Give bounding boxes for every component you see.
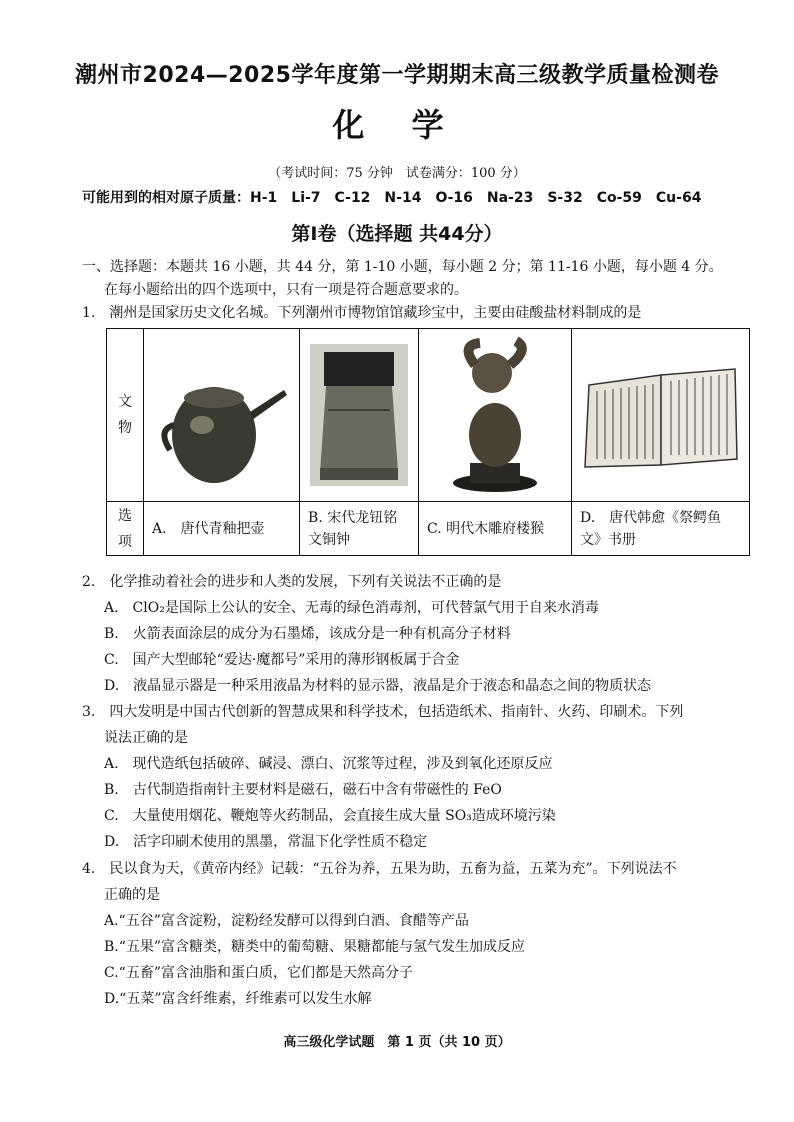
q2-stem: 2. 化学推动着社会的进步和人类的发展，下列有关说法不正确的是: [82, 574, 502, 590]
teapot-icon: [152, 340, 292, 490]
section-instruction-1: 一、选择题：本题共 16 小题，共 44 分，第 1-10 小题，每小题 2 分；第 11-16 小题，每小题 4 分。: [82, 259, 723, 275]
exam-info: （考试时间：75 分钟 试卷满分：100 分）: [268, 166, 526, 181]
section-title: 第Ⅰ卷（选择题 共44分）: [291, 223, 503, 245]
option-b-caption: B. 宋代龙钮铭 文铜钟: [300, 502, 419, 556]
exam-title: 潮州市2024—2025学年度第一学期期末高三级教学质量检测卷: [75, 63, 719, 88]
row-label-option: 选 项: [107, 502, 144, 556]
relic-image-c: [419, 329, 572, 502]
relic-image-a: [144, 329, 300, 502]
section-instruction-2: 在每小题给出的四个选项中，只有一项是符合题意要求的。: [104, 282, 468, 298]
option-d-caption: D. 唐代韩愈《祭鳄鱼 文》书册: [572, 502, 750, 556]
page-footer: 高三级化学试题 第 1 页（共 10 页）: [283, 1035, 511, 1050]
relic-image-b: [300, 329, 419, 502]
q4-stem-line-2: 正确的是: [104, 887, 160, 903]
option-c-caption: C. 明代木雕府楼猴: [419, 502, 572, 556]
q2-option-b: B. 火箭表面涂层的成分为石墨烯，该成分是一种有机高分子材料: [104, 626, 511, 642]
q4-option-b: B.“五果”富含糖类，糖类中的葡萄糖、果糖都能与氢气发生加成反应: [104, 939, 526, 955]
relic-image-d: [572, 329, 750, 502]
q3-stem-line-2: 说法正确的是: [104, 730, 188, 746]
q2-option-c: C. 国产大型邮轮“爱达·魔都号”采用的薄形钢板属于合金: [104, 652, 460, 668]
subject-title: 化 学: [332, 106, 462, 144]
q2-option-d: D. 液晶显示器是一种采用液晶为材料的显示器，液晶是介于液态和晶态之间的物质状态: [104, 678, 652, 694]
q3-option-a: A. 现代造纸包括破碎、碱浸、漂白、沉浆等过程，涉及到氧化还原反应: [104, 756, 553, 772]
q3-option-b: B. 古代制造指南针主要材料是磁石，磁石中含有带磁性的 FeO: [104, 782, 502, 798]
q3-stem-line-1: 3. 四大发明是中国古代创新的智慧成果和科学技术，包括造纸术、指南针、火药、印刷术。下列: [82, 704, 684, 720]
q4-stem-line-1: 4. 民以食为天，《黄帝内经》记载：“五谷为养，五果为助，五畜为益，五菜为充”。下列说法不: [82, 861, 677, 877]
q3-option-c: C. 大量使用烟花、鞭炮等火药制品，会直接生成大量 SO₃造成环境污染: [104, 808, 556, 824]
option-a-caption: A. 唐代青釉把壶: [144, 502, 300, 556]
book-icon: [581, 355, 741, 475]
row-label-relic: 文 物: [107, 329, 144, 502]
q4-option-c: C.“五畜”富含油脂和蛋白质，它们都是天然高分子: [104, 965, 413, 981]
q4-option-d: D.“五菜”富含纤维素，纤维素可以发生水解: [104, 991, 372, 1007]
atomic-masses: 可能用到的相对原子质量：H-1 Li-7 C-12 N-14 O-16 Na-23 S-32 Co-59 Cu-64: [82, 190, 702, 206]
q3-option-d: D. 活字印刷术使用的黑墨，常温下化学性质不稳定: [104, 834, 428, 850]
relics-table: [106, 328, 750, 556]
bronze-bell-icon: [306, 340, 412, 490]
wooden-monkey-icon: [440, 335, 550, 495]
q2-option-a: A. ClO₂是国际上公认的安全、无毒的绿色消毒剂，可代替氯气用于自来水消毒: [104, 600, 599, 616]
q1-stem: 1. 潮州是国家历史文化名城。下列潮州市博物馆馆藏珍宝中，主要由硅酸盐材料制成的是: [82, 305, 642, 321]
q4-option-a: A.“五谷”富含淀粉，淀粉经发酵可以得到白酒、食醋等产品: [104, 913, 469, 929]
